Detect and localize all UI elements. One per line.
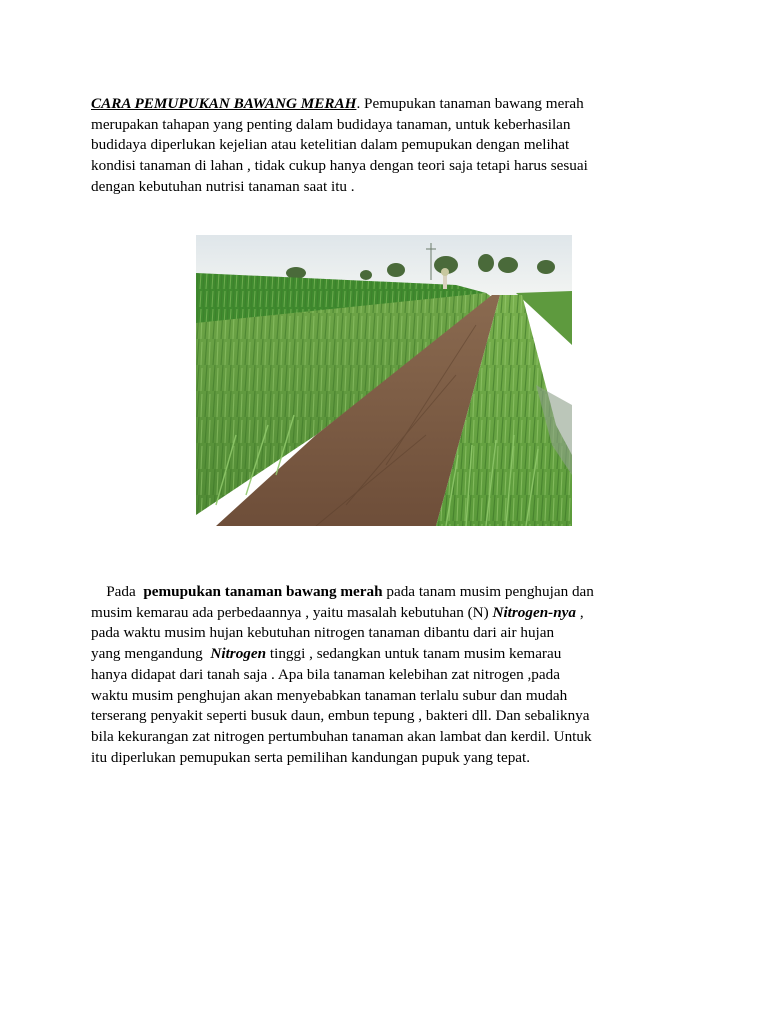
body-line-9: itu diperlukan pemupukan serta pemilihan kandungan pupuk yang tepat. — [91, 748, 531, 766]
body-line-7: terserang penyakit seperti busuk daun, embun tepung , bakteri dll. Dan sebaliknya — [91, 707, 590, 725]
body-line-2 — [91, 603, 691, 624]
body-line-4 — [91, 644, 691, 665]
body-text: , — [576, 603, 584, 621]
body-text: pada tanam musim penghujan dan — [382, 583, 594, 600]
body-line-3: pada waktu musim hujan kebutuhan nitrogen tanaman dibantu dari air hujan — [91, 624, 555, 642]
body-paragraph — [91, 582, 691, 768]
document-title: CARA PEMUPUKAN BAWANG MERAH — [91, 95, 357, 112]
shallot-field-icon — [196, 235, 572, 526]
intro-line-5: dengan kebutuhan nutrisi tanaman saat itu . — [91, 177, 355, 195]
intro-line-3: budidaya diperlukan kejelian atau ketelitian dalam pemupukan dengan melihat — [91, 136, 570, 154]
body-text: musim kemarau ada perbedaannya , yaitu masalah kebutuhan (N) — [91, 603, 493, 621]
body-line-8: bila kekurangan zat nitrogen pertumbuhan tanaman akan lambat dan kerdil. Untuk — [91, 727, 592, 745]
intro-line-4: kondisi tanaman di lahan , tidak cukup hanya dengan teori saja tetapi harus sesuai — [91, 157, 588, 175]
body-line-1 — [91, 582, 691, 603]
body-line-5: hanya didapat dari tanah saja . Apa bila tanaman kelebihan zat nitrogen ,pada — [91, 665, 560, 683]
intro-line-2: merupakan tahapan yang penting dalam budidaya tanaman, untuk keberhasilan — [91, 115, 571, 133]
nitrogen-term: Nitrogen — [210, 645, 267, 663]
intro-paragraph — [91, 94, 691, 198]
body-text: tinggi , sedangkan untuk tanam musim kemarau — [266, 645, 562, 663]
body-line-6: waktu musim penghujan akan menyebabkan tanaman terlalu subur dan mudah — [91, 686, 568, 704]
body-text: yang mengandung — [91, 645, 211, 663]
shallot-field-photo — [196, 235, 572, 526]
body-text: Pada — [91, 583, 144, 600]
intro-line-1 — [91, 94, 691, 115]
intro-text-1: . Pemupukan tanaman bawang merah — [356, 95, 584, 112]
nitrogen-term: Nitrogen-nya — [492, 603, 577, 621]
body-emphasis-title: pemupukan tanaman bawang merah — [143, 583, 383, 600]
